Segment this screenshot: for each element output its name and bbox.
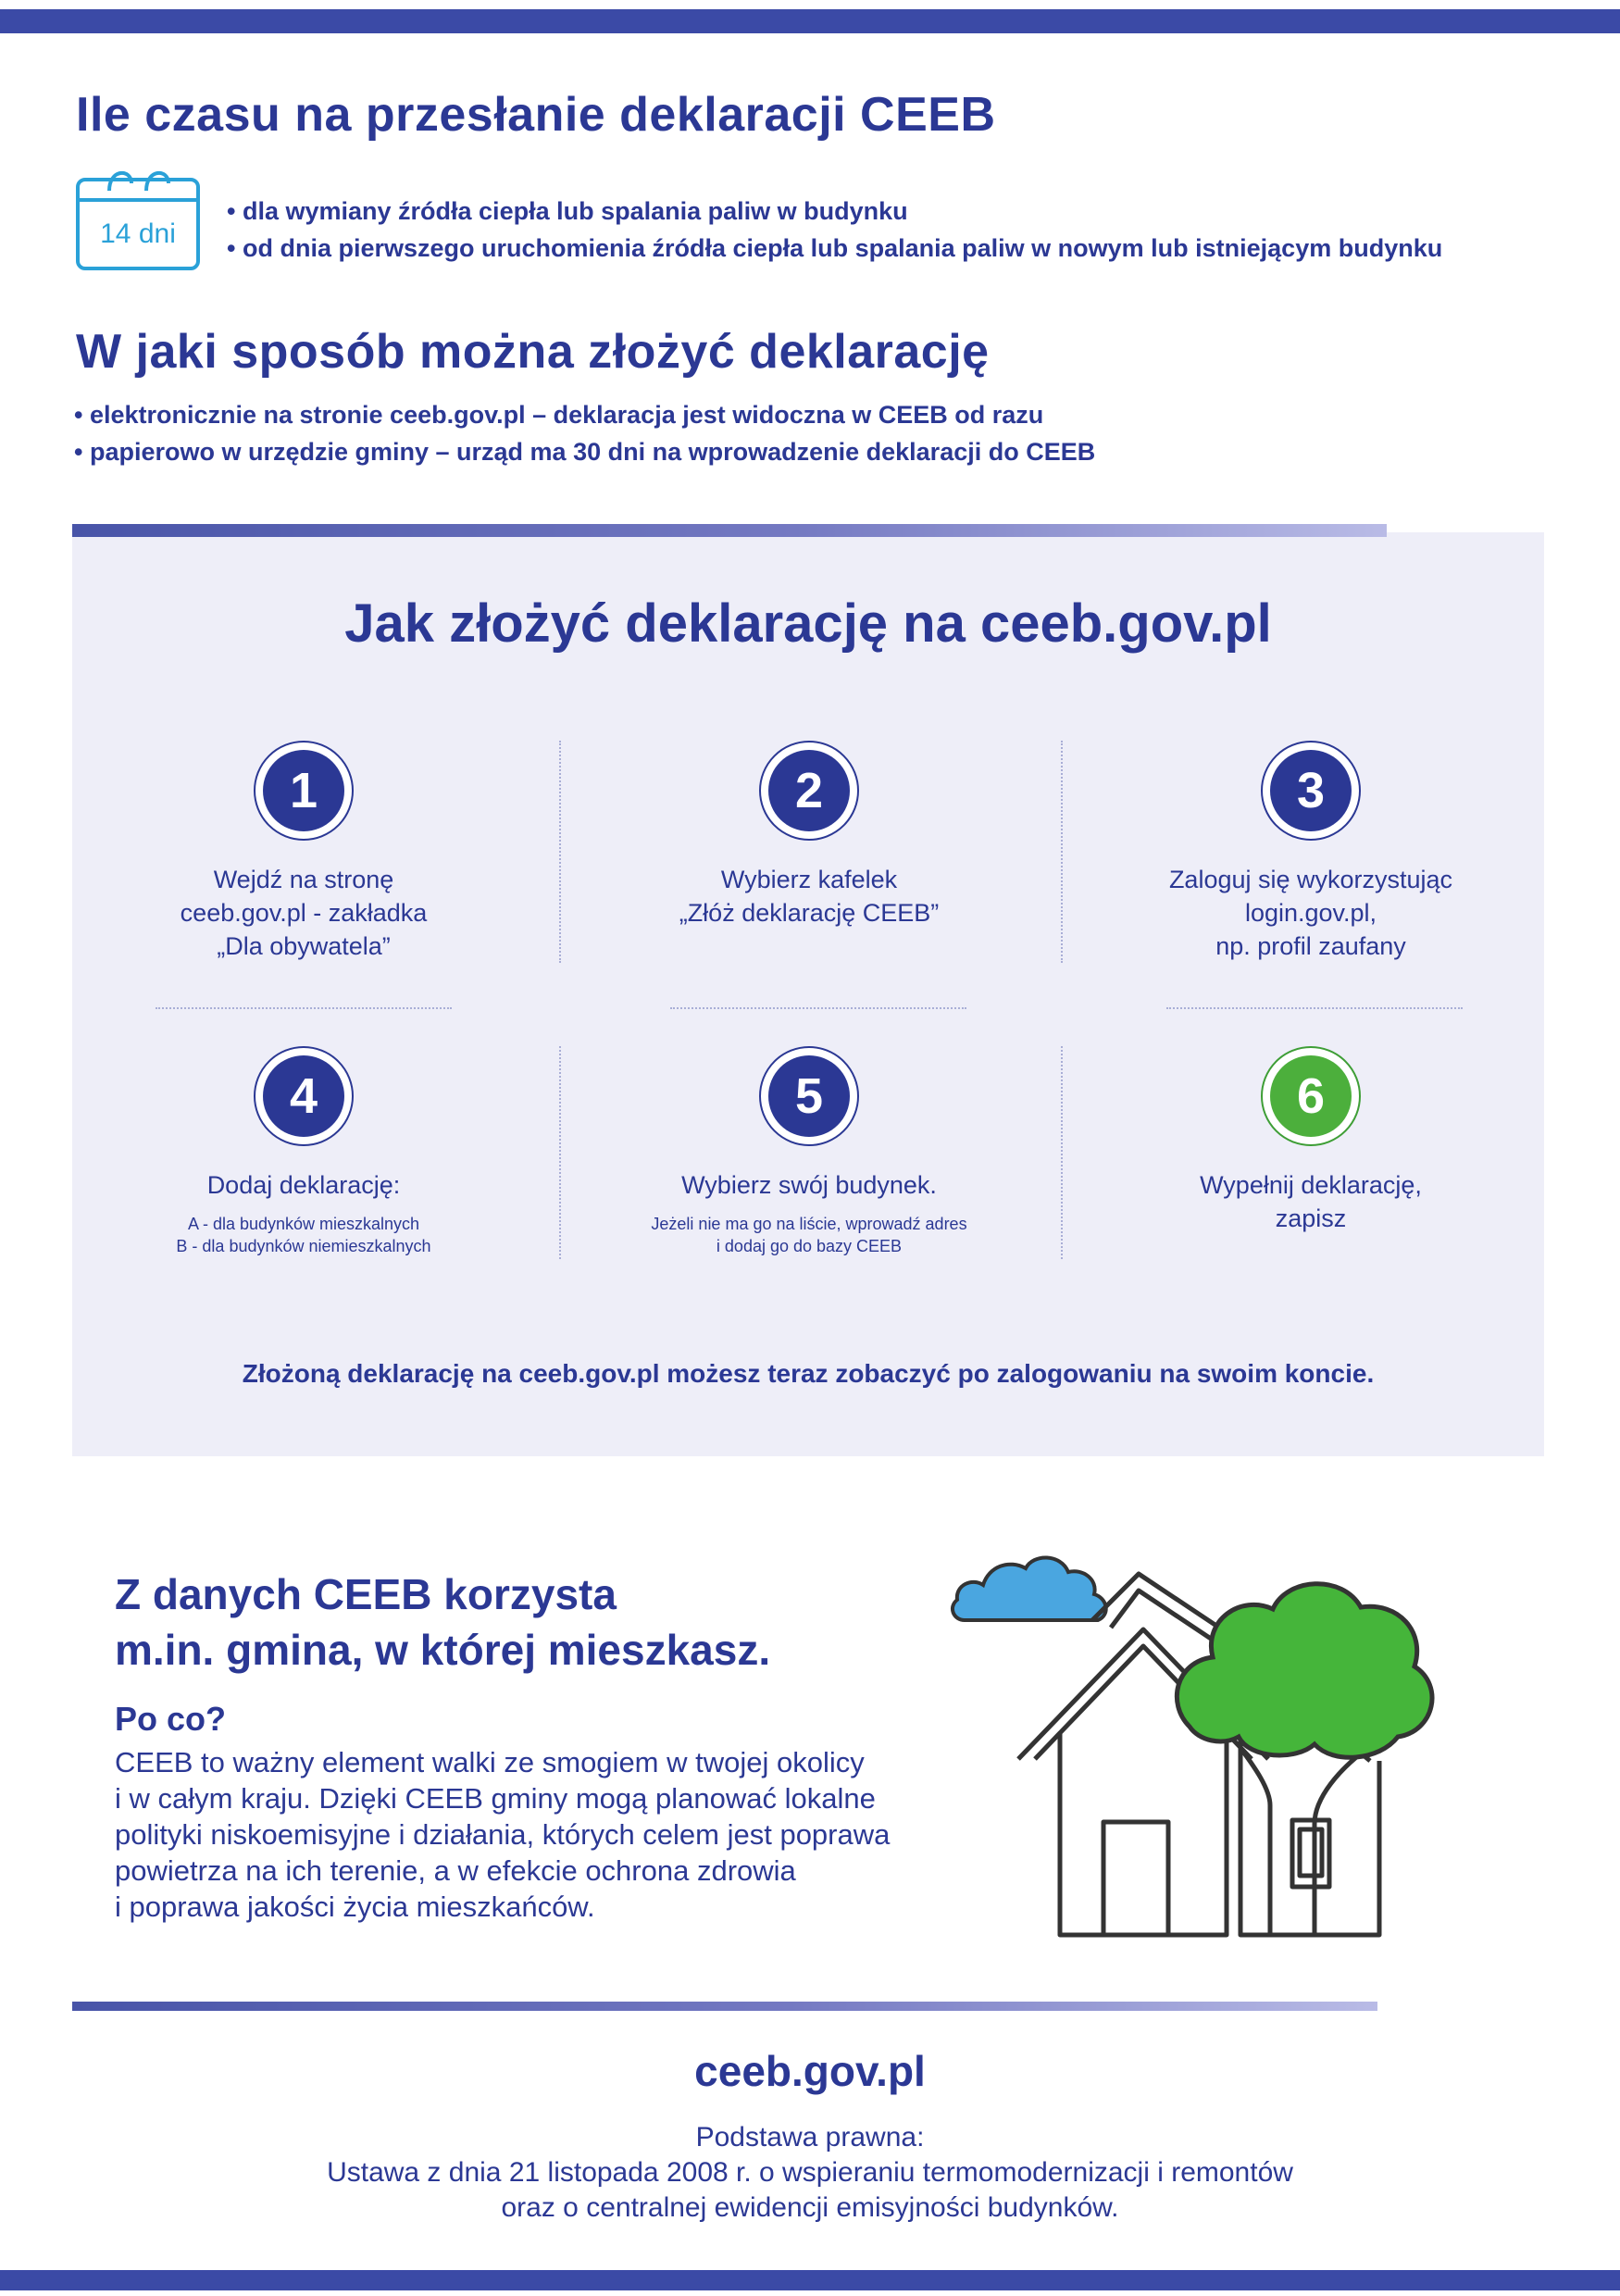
step-text-line: np. profil zaufany bbox=[1215, 932, 1406, 960]
calendar-label: 14 dni bbox=[100, 218, 176, 249]
legal-basis: Podstawa prawna: Ustawa z dnia 21 listopada 2008 r. o wspieraniu termomodernizacji i remontów oraz o centralnej ewidencji emisyjności budynków. bbox=[327, 2122, 1293, 2223]
footer-stripe bbox=[72, 2002, 1377, 2011]
step-text-line: zapisz bbox=[1275, 1204, 1347, 1232]
step-subtext-line: Jeżeli nie ma go na liście, wprowadź adres bbox=[651, 1215, 967, 1233]
divider bbox=[156, 1007, 452, 1009]
tree-illustration bbox=[1177, 1584, 1432, 1758]
step-6 bbox=[1089, 1046, 1533, 1235]
step-text-line: Wybierz kafelek bbox=[720, 866, 898, 893]
step-text-line: Wypełnij deklarację, bbox=[1200, 1171, 1422, 1199]
divider bbox=[559, 741, 561, 963]
step-text-line: login.gov.pl, bbox=[1244, 899, 1377, 927]
method-list bbox=[74, 396, 1095, 470]
section2-title: W jaki sposób można złożyć deklarację bbox=[76, 325, 990, 379]
step-number-badge: 1 bbox=[254, 741, 354, 841]
step-2 bbox=[587, 741, 1031, 930]
section3-paragraph: CEEB to ważny element walki ze smogiem w twojej okolicy i w całym kraju. Dzięki CEEB gminy mogą planować lokalne polityki niskoemisyjne i działania, których celem jest poprawa powietrza na ich terenie, a w efekcie ochrona zdrowia i poprawa jakości życia mieszkańców. bbox=[115, 1746, 891, 1923]
divider bbox=[1061, 741, 1063, 963]
divider bbox=[559, 1046, 561, 1259]
section3-subtitle: Po co? bbox=[115, 1700, 227, 1738]
panel-footer-note: Złożoną deklarację na ceeb.gov.pl możesz teraz zobaczyć po zalogowaniu na swoim koncie. bbox=[242, 1359, 1375, 1388]
step-number-badge: 2 bbox=[759, 741, 859, 841]
bottom-bar bbox=[0, 2270, 1620, 2290]
step-text-line: Dodaj deklarację: bbox=[206, 1171, 401, 1199]
step-number-badge: 5 bbox=[759, 1046, 859, 1146]
list-item: • od dnia pierwszego uruchomienia źródła ciepła lub spalania paliw w nowym lub istniejącym budynku bbox=[227, 230, 1442, 267]
step-4 bbox=[81, 1046, 526, 1257]
step-text-line: ceeb.gov.pl - zakładka bbox=[180, 899, 428, 927]
step-3 bbox=[1089, 741, 1533, 963]
step-subtext-line: A - dla budynków mieszkalnych bbox=[187, 1215, 420, 1233]
step-subtext-line: i dodaj go do bazy CEEB bbox=[716, 1237, 903, 1255]
top-bar bbox=[0, 9, 1620, 33]
divider bbox=[1166, 1007, 1463, 1009]
list-item: • elektronicznie na stronie ceeb.gov.pl – deklaracja jest widoczna w CEEB od razu bbox=[74, 396, 1095, 433]
step-number-badge: 6 bbox=[1261, 1046, 1361, 1146]
step-text-line: Wybierz swój budynek. bbox=[681, 1171, 937, 1199]
step-number-badge: 3 bbox=[1261, 741, 1361, 841]
section3-title: Z danych CEEB korzysta m.in. gmina, w której mieszkasz. bbox=[115, 1570, 771, 1674]
list-item: • dla wymiany źródła ciepła lub spalania paliw w budynku bbox=[227, 193, 1442, 230]
step-subtext-line: B - dla budynków niemieszkalnych bbox=[176, 1237, 431, 1255]
section1-title: Ile czasu na przesłanie deklaracji CEEB bbox=[76, 88, 996, 142]
divider bbox=[670, 1007, 966, 1009]
step-text-line: Zaloguj się wykorzystując bbox=[1168, 866, 1453, 893]
step-number-badge: 4 bbox=[254, 1046, 354, 1146]
footer-url: ceeb.gov.pl bbox=[694, 2047, 926, 2095]
list-item: • papierowo w urzędzie gminy – urząd ma 30 dni na wprowadzenie deklaracji do CEEB bbox=[74, 433, 1095, 470]
step-text-line: Wejdź na stronę bbox=[213, 866, 394, 893]
panel-title: Jak złożyć deklarację na ceeb.gov.pl bbox=[344, 593, 1272, 654]
step-text-line: „Złóż deklarację CEEB” bbox=[679, 899, 940, 927]
steps-panel bbox=[72, 532, 1544, 1456]
panel-stripe bbox=[72, 524, 1387, 537]
step-1 bbox=[81, 741, 526, 963]
house-illustration bbox=[944, 1518, 1509, 1963]
cloud-illustration bbox=[953, 1557, 1106, 1620]
step-5 bbox=[587, 1046, 1031, 1257]
deadline-list bbox=[227, 193, 1442, 267]
step-text-line: „Dla obywatela” bbox=[217, 932, 391, 960]
divider bbox=[1061, 1046, 1063, 1259]
